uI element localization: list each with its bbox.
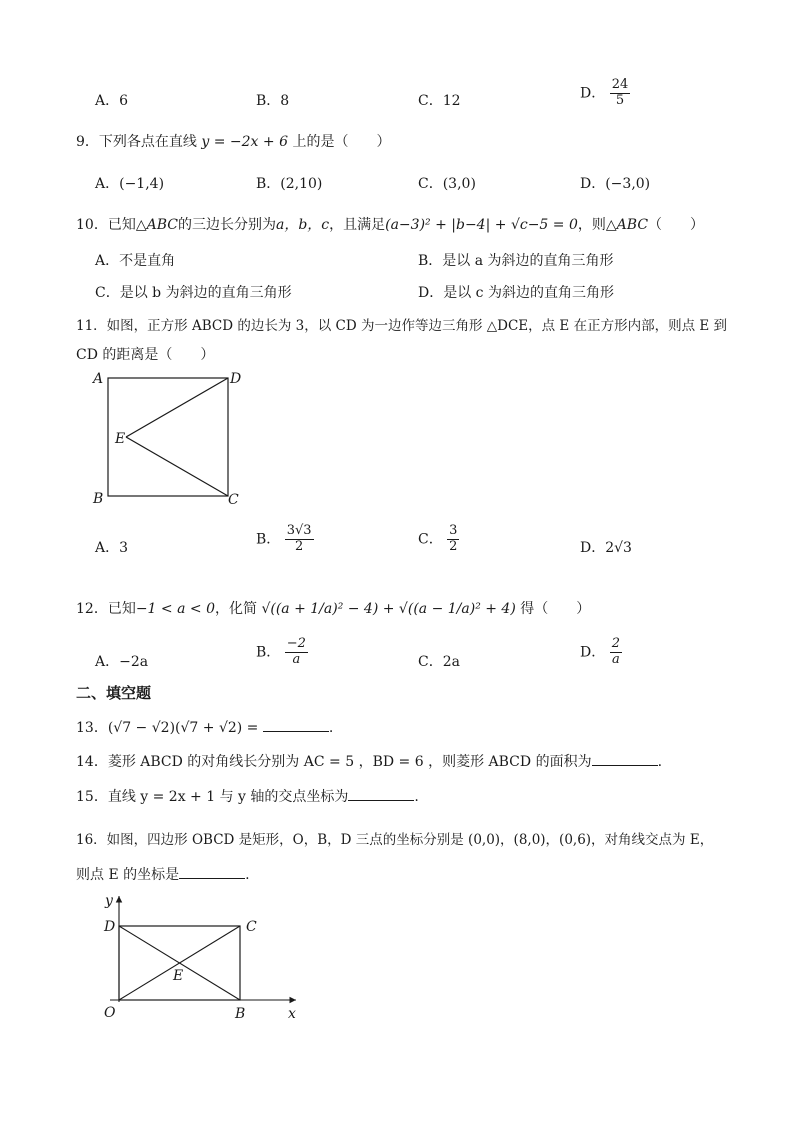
q12-condition: −1 < a < 0 xyxy=(135,601,215,617)
q15-answer-blank[interactable] xyxy=(348,786,414,801)
q11-label-b: B xyxy=(93,491,104,507)
q8-option-b: B．8 xyxy=(256,93,290,109)
q16-end: . xyxy=(245,867,250,883)
q12-option-b-numerator: −2 xyxy=(286,636,306,651)
q12-stem-mid: ，化简 xyxy=(214,601,257,617)
q12-option-d-denominator: a xyxy=(611,651,620,667)
q9-option-b: B．(2,10) xyxy=(256,176,323,192)
q10-triangle: △ABC xyxy=(135,217,178,233)
q8-option-c: C．12 xyxy=(418,93,461,109)
q10-stem-c: ，且满足 xyxy=(329,217,386,233)
q12-stem xyxy=(76,598,590,618)
q11-option-b xyxy=(256,524,314,555)
q11-option-a: A．3 xyxy=(95,540,129,556)
q12-expression: √((a + 1/a)² − 4) + √((a − 1/a)² + 4) xyxy=(261,601,516,617)
q11-option-d: D．2√3 xyxy=(580,540,632,556)
section-title-fill-in: 二、填空题 xyxy=(76,684,152,702)
q16-text: 则点 E 的坐标是 xyxy=(76,867,180,883)
q15-stem xyxy=(76,786,419,806)
q9-equation: y = −2x + 6 xyxy=(201,134,288,150)
q13-text: 13．(√7 − √2)(√7 + √2) = xyxy=(76,720,259,736)
q8-option-a: A．6 xyxy=(95,93,129,109)
q12-option-c: C．2a xyxy=(418,654,460,670)
q16-answer-blank[interactable] xyxy=(179,864,245,879)
q11-square-figure xyxy=(88,366,258,511)
q11-option-b-numerator: 3√3 xyxy=(286,523,312,538)
q11-option-c-fraction xyxy=(447,524,459,555)
q11-stem-line2: CD 的距离是（ ） xyxy=(76,347,215,363)
q16-stem-line2 xyxy=(76,864,250,884)
q16-label-e: E xyxy=(173,968,184,984)
q12-option-b-fraction xyxy=(285,637,308,668)
q16-label-c: C xyxy=(246,919,257,935)
q11-option-c-denominator: 2 xyxy=(449,538,458,554)
q16-label-x: x xyxy=(288,1006,296,1022)
q12-option-d-label: D． xyxy=(580,644,606,661)
q8-option-d-label: D． xyxy=(580,85,606,102)
q9-option-c: C．(3,0) xyxy=(418,176,476,192)
q11-label-a: A xyxy=(93,371,104,387)
q14-stem xyxy=(76,751,662,771)
q11-segment-ce xyxy=(126,437,228,496)
q10-sides: a，b，c xyxy=(275,217,330,233)
q12-stem-prefix: 12．已知 xyxy=(76,601,136,617)
q9-stem xyxy=(76,131,390,151)
q16-rectangle-figure xyxy=(88,890,308,1025)
q12-option-b xyxy=(256,637,308,668)
q9-option-d: D．(−3,0) xyxy=(580,176,651,192)
q9-stem-prefix: 9．下列各点在直线 xyxy=(76,134,197,150)
q10-option-b: B．是以 a 为斜边的直角三角形 xyxy=(418,253,614,269)
q16-label-b: B xyxy=(235,1006,246,1022)
q9-option-a: A．(−1,4) xyxy=(95,176,165,192)
q12-option-a: A．−2a xyxy=(95,654,149,670)
q11-label-d: D xyxy=(230,371,242,387)
q13-answer-blank[interactable] xyxy=(263,717,329,732)
q10-option-a: A．不是直角 xyxy=(95,253,176,269)
q14-text: 14．菱形 ABCD 的对角线长分别为 AC = 5 ，BD = 6 ，则菱形 ABCD 的面积为 xyxy=(76,754,592,770)
q10-option-c: C．是以 b 为斜边的直角三角形 xyxy=(95,285,292,301)
q11-option-b-label: B． xyxy=(256,531,281,548)
q12-option-b-denominator: a xyxy=(292,651,301,667)
q16-label-o: O xyxy=(104,1005,116,1021)
q15-end: . xyxy=(414,789,419,805)
q13-stem xyxy=(76,717,333,737)
q12-option-d-numerator: 2 xyxy=(611,636,620,651)
q10-stem-e: （ ） xyxy=(648,217,705,233)
q11-option-c xyxy=(418,524,459,555)
q11-label-c: C xyxy=(228,492,239,508)
q10-stem xyxy=(76,214,704,234)
q10-triangle-repeat: △ABC xyxy=(605,217,649,233)
q11-segment-de xyxy=(126,378,228,437)
q12-stem-suffix: 得（ ） xyxy=(520,601,591,617)
q8-option-d-denominator: 5 xyxy=(615,92,625,108)
q11-option-c-label: C． xyxy=(418,531,443,548)
q8-option-d-fraction xyxy=(610,78,631,109)
q10-stem-b: 的三边长分别为 xyxy=(177,217,276,233)
q11-option-b-fraction xyxy=(285,524,314,555)
q12-option-d xyxy=(580,637,622,668)
q11-stem-line1: 11．如图，正方形 ABCD 的边长为 3，以 CD 为一边作等边三角形 △DCE，点 E 在正方形内部，则点 E 到 xyxy=(76,318,728,334)
q14-end: . xyxy=(657,754,663,770)
q16-label-d: D xyxy=(104,919,116,935)
q10-condition: (a−3)² + |b−4| + √c−5 = 0 xyxy=(385,217,578,233)
q11-option-b-denominator: 2 xyxy=(295,538,304,554)
q9-stem-suffix: 上的是（ ） xyxy=(292,134,391,150)
q12-option-d-fraction xyxy=(610,637,622,668)
q16-stem-line1: 16．如图，四边形 OBCD 是矩形，O，B，D 三点的坐标分别是 (0,0)，(8,0)，(0,6)，对角线交点为 E， xyxy=(76,832,714,848)
q10-option-d: D．是以 c 为斜边的直角三角形 xyxy=(418,285,614,301)
q16-label-y: y xyxy=(105,893,113,909)
q10-stem-a: 10．已知 xyxy=(76,217,136,233)
q12-option-b-label: B． xyxy=(256,644,281,661)
q8-option-d xyxy=(580,78,630,109)
q8-option-d-numerator: 24 xyxy=(611,77,629,92)
q13-end: . xyxy=(328,720,334,736)
q11-label-e: E xyxy=(115,431,126,447)
q14-answer-blank[interactable] xyxy=(592,751,658,766)
q11-option-c-numerator: 3 xyxy=(449,523,458,538)
q10-stem-d: ，则 xyxy=(577,217,606,233)
q15-text: 15．直线 y = 2x + 1 与 y 轴的交点坐标为 xyxy=(76,789,349,805)
